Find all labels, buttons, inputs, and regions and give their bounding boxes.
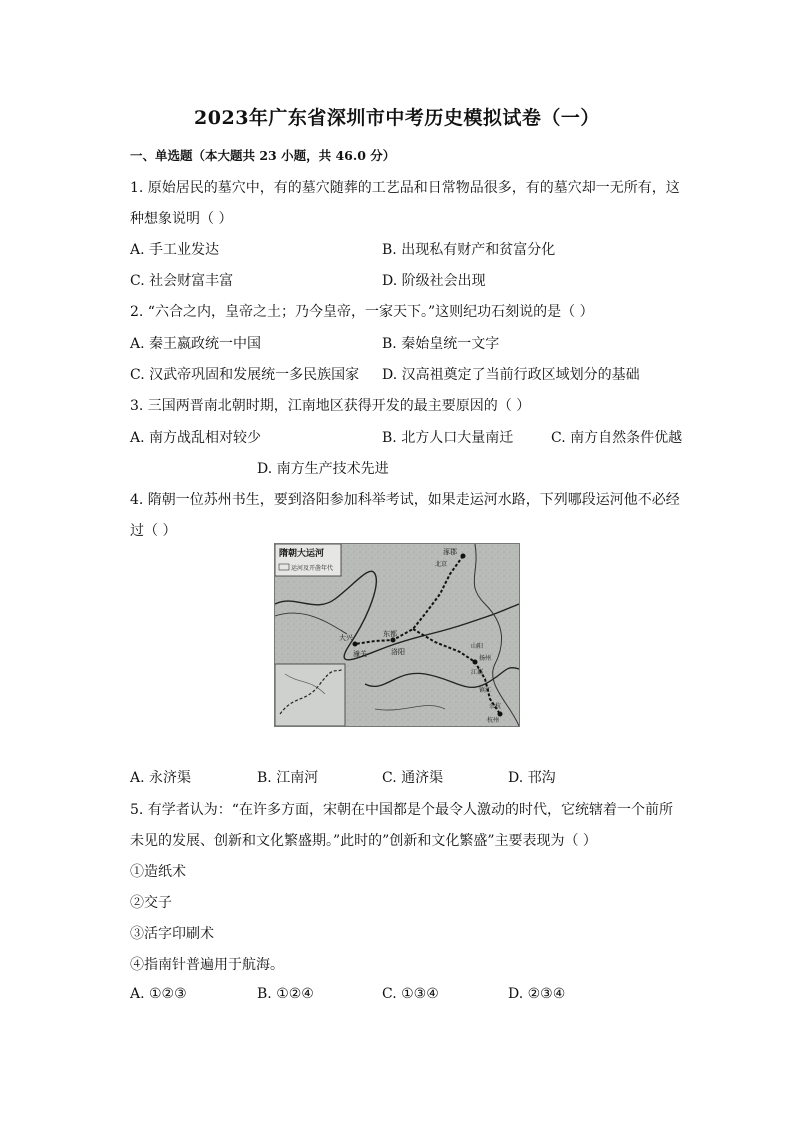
- question-1-line-2: 种想象说明（ ）: [130, 211, 233, 227]
- question-1-option-b[interactable]: B. 出现私有财产和贫富分化: [382, 242, 556, 258]
- question-5-option-b[interactable]: B. ①②④: [257, 986, 314, 1002]
- question-2-option-b[interactable]: B. 秦始皇统一文字: [382, 336, 500, 352]
- question-4-option-c[interactable]: C. 通济渠: [382, 770, 444, 786]
- grand-canal-map: [274, 543, 520, 727]
- exam-title: 2023年广东省深圳市中考历史模拟试卷（一）: [194, 107, 600, 129]
- map-legend-label: 运河及开凿年代: [291, 565, 334, 572]
- question-4-line-1: 4. 隋朝一位苏州书生，要到洛阳参加科举考试，如果走运河水路，下列哪段运河他不必经: [130, 492, 680, 508]
- question-5-item-3: ③活字印刷术: [130, 926, 214, 942]
- question-3-option-a[interactable]: A. 南方战乱相对较少: [130, 430, 262, 446]
- question-2-option-a[interactable]: A. 秦王嬴政统一中国: [130, 336, 262, 352]
- question-2-option-d[interactable]: D. 汉高祖奠定了当前行政区域划分的基础: [382, 367, 640, 383]
- map-title: 隋朝大运河: [279, 549, 325, 559]
- question-3-option-d[interactable]: D. 南方生产技术先进: [257, 461, 389, 477]
- question-5-option-a[interactable]: A. ①②③: [130, 986, 187, 1002]
- question-4-option-d[interactable]: D. 邗沟: [508, 770, 556, 786]
- map-label-zhuojun: 涿郡: [443, 548, 457, 556]
- question-1-option-d[interactable]: D. 阶级社会出现: [382, 273, 486, 289]
- map-label-dongdu: 东都: [383, 630, 397, 638]
- map-label-shanyang: 山阳: [471, 643, 484, 650]
- map-label-zhenjiang: 镇江: [479, 687, 492, 694]
- question-3-option-b[interactable]: B. 北方人口大量南迁: [382, 430, 514, 446]
- question-5-line-1: 5. 有学者认为：“在许多方面，宋朝在中国都是个最令人激动的时代，它统辖着一个前所: [130, 802, 673, 818]
- question-2-line-1: 2. “六合之内，皇帝之土；乃今皇帝，一家天下。”这则纪功石刻说的是（ ）: [130, 304, 594, 320]
- question-4-option-a[interactable]: A. 永济渠: [130, 770, 192, 786]
- question-1-option-a[interactable]: A. 手工业发达: [130, 242, 220, 258]
- map-label-daxing: 大兴: [339, 634, 353, 642]
- map-label-yuhang: 余杭: [489, 703, 502, 710]
- question-4-option-b[interactable]: B. 江南河: [257, 770, 319, 786]
- question-3-line-1: 3. 三国两晋南北朝时期，江南地区获得开发的最主要原因的（ ）: [130, 398, 531, 414]
- question-5-item-1: ①造纸术: [130, 864, 186, 880]
- question-4-line-2: 过（ ）: [130, 523, 177, 539]
- map-label-hangzhou: 杭州: [487, 717, 500, 724]
- map-label-beijing: 北京: [435, 561, 448, 568]
- map-label-luoyang: 洛阳: [391, 648, 405, 656]
- question-3-option-c[interactable]: C. 南方自然条件优越: [551, 430, 683, 446]
- map-label-yangzhou: 扬州: [479, 655, 492, 662]
- section-heading: 一、单选题（本大题共 23 小题，共 46.0 分）: [130, 148, 396, 163]
- map-label-tongguan: 潼关: [353, 650, 367, 658]
- map-label-jiangdu: 江都: [471, 669, 484, 676]
- question-5-item-4: ④指南针普遍用于航海。: [130, 957, 284, 973]
- question-1-option-c[interactable]: C. 社会财富丰富: [130, 273, 234, 289]
- question-5-option-d[interactable]: D. ②③④: [508, 986, 566, 1002]
- question-5-line-2: 未见的发展、创新和文化繁盛期。”此时的”创新和文化繁盛”主要表现为（ ）: [130, 833, 597, 849]
- question-1-line-1: 1. 原始居民的墓穴中，有的墓穴随葬的工艺品和日常物品很多，有的墓穴却一无所有，这: [130, 180, 680, 196]
- question-5-option-c[interactable]: C. ①③④: [382, 986, 439, 1002]
- question-2-option-c[interactable]: C. 汉武帝巩固和发展统一多民族国家: [130, 367, 360, 383]
- question-5-item-2: ②交子: [130, 895, 172, 911]
